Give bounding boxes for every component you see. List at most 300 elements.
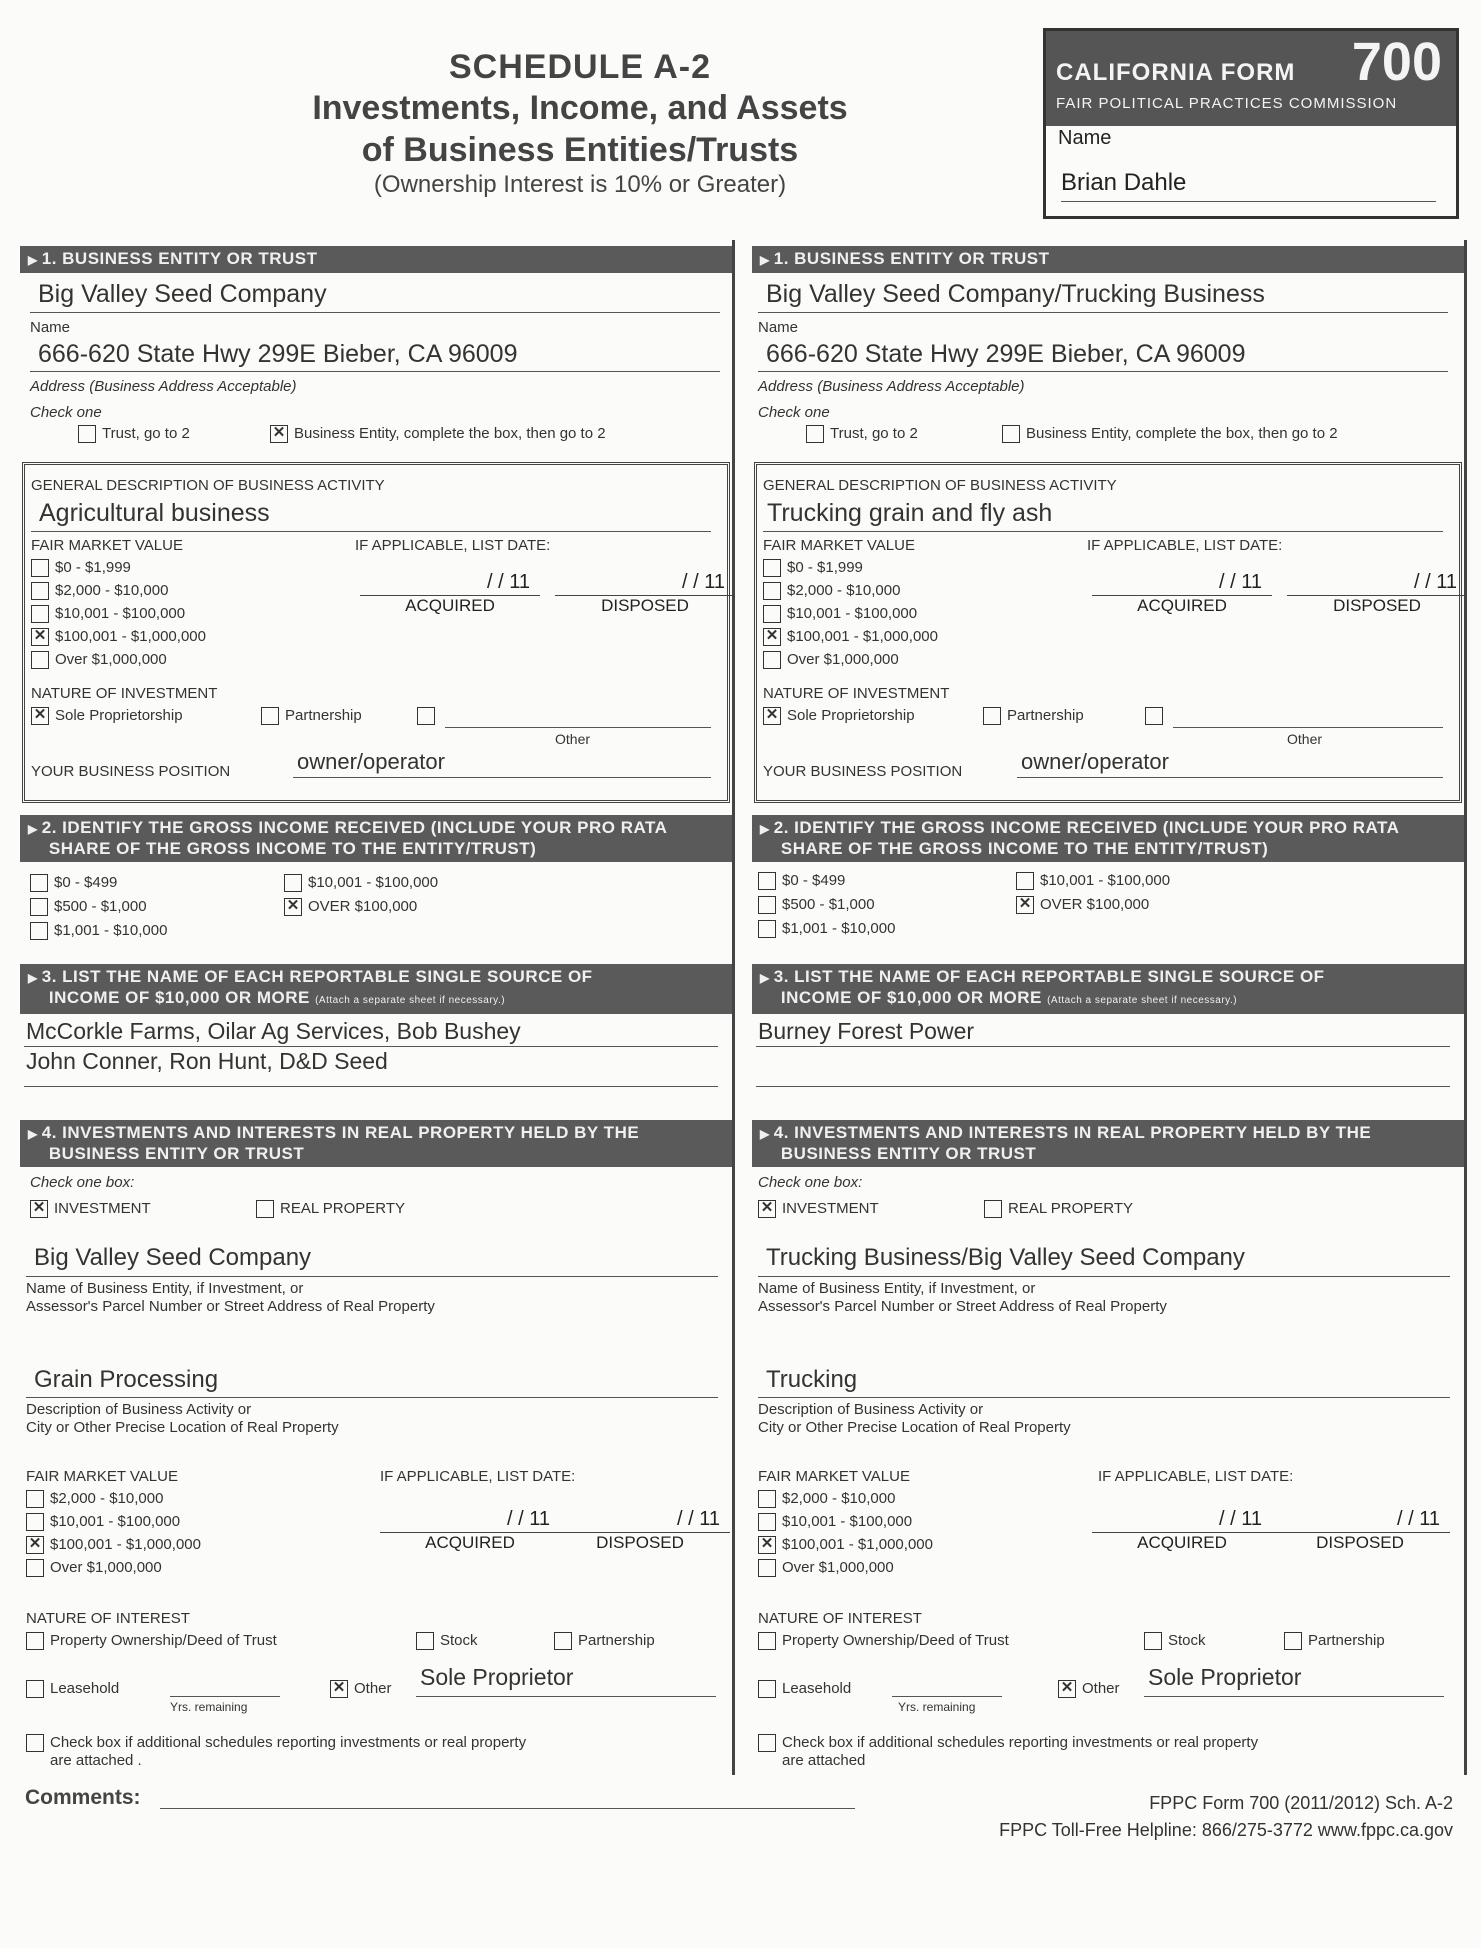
checkbox[interactable] <box>26 1490 44 1508</box>
inv-disposed-date[interactable] <box>550 1508 730 1553</box>
underline <box>31 531 711 532</box>
label-text: Description of Business Activity or <box>26 1401 252 1418</box>
label-text: ACQUIRED <box>405 596 495 615</box>
fmv-option-3[interactable] <box>31 605 185 623</box>
label-text: City or Other Precise Location of Real Property <box>26 1419 339 1436</box>
underline <box>758 1276 1450 1277</box>
checkbox[interactable] <box>758 1490 776 1508</box>
inv-other-option[interactable] <box>330 1680 392 1698</box>
underline <box>763 531 1443 532</box>
acquired-date[interactable] <box>1092 571 1272 616</box>
label-text: 2. IDENTIFY THE GROSS INCOME RECEIVED (INCLUDE YOUR PRO RATA <box>41 818 668 837</box>
footer-info <box>999 1790 1453 1844</box>
additional-schedules-option[interactable] <box>26 1734 526 1770</box>
label-text: ▶ <box>760 253 770 267</box>
inv-list-date-label: IF APPLICABLE, LIST DATE: <box>1098 1468 1294 1485</box>
label-text: $2,000 - $10,000 <box>50 1490 164 1507</box>
label-text: Name of Business Entity, if Investment, or <box>758 1280 1036 1297</box>
investment-option[interactable] <box>30 1200 151 1218</box>
list-date-label: IF APPLICABLE, LIST DATE: <box>1087 537 1283 554</box>
label-text: OVER $100,000 <box>1040 896 1150 913</box>
label-text: Assessor's Parcel Number or Street Address of Real Property <box>26 1298 435 1315</box>
partnership-option[interactable] <box>983 707 1084 725</box>
inv-fmv-label: FAIR MARKET VALUE <box>758 1468 910 1485</box>
fmv-option-4[interactable] <box>763 628 938 646</box>
description-value[interactable]: Trucking grain and fly ash <box>767 499 1053 527</box>
label-text: $10,001 - $100,000 <box>50 1513 181 1530</box>
label-text: INVESTMENT <box>54 1200 151 1217</box>
title-block <box>300 48 860 199</box>
checkbox[interactable] <box>758 1680 776 1698</box>
inv-fmv-option-3[interactable] <box>758 1513 912 1531</box>
label-text: ▶ <box>760 822 770 836</box>
label-text: Over $1,000,000 <box>55 651 167 668</box>
fmv-option-1[interactable] <box>31 559 131 577</box>
label-text: / / 11 <box>1270 1508 1450 1533</box>
label-text: SHARE OF THE GROSS INCOME TO THE ENTITY/TRUST) <box>780 839 1269 858</box>
checkbox-checked[interactable]: ✕ <box>1016 896 1034 914</box>
label-text: Partnership <box>1007 707 1084 724</box>
checkbox[interactable] <box>256 1200 274 1218</box>
label-text: $10,001 - $100,000 <box>1040 872 1171 889</box>
form-label: CALIFORNIA FORM <box>1056 59 1296 86</box>
investment-name-value[interactable]: Trucking Business/Big Valley Seed Company <box>766 1244 1245 1271</box>
investment-desc-value[interactable]: Trucking <box>766 1366 858 1393</box>
other-label: Other <box>1287 731 1323 747</box>
name-field-label: Name <box>30 319 71 336</box>
label-text: $500 - $1,000 <box>54 898 147 915</box>
label-text: $100,001 - $1,000,000 <box>787 628 938 645</box>
other-option[interactable] <box>1145 707 1169 725</box>
section-2-header <box>20 815 732 862</box>
underline <box>26 1397 718 1398</box>
real-property-option[interactable] <box>256 1200 405 1218</box>
label-text: $0 - $1,999 <box>55 559 131 576</box>
label-text: INCOME OF $10,000 OR MORE <box>48 988 310 1007</box>
address-field-label: Address (Business Address Acceptable) <box>30 378 297 395</box>
fmv-option-4[interactable] <box>31 628 206 646</box>
investment-name-value[interactable]: Big Valley Seed Company <box>34 1244 312 1271</box>
form-id-box <box>1043 28 1459 219</box>
checkbox[interactable] <box>758 1632 776 1650</box>
underline <box>756 1046 1450 1047</box>
label-text: BUSINESS ENTITY OR TRUST <box>780 1144 1037 1163</box>
form-number: 700 <box>1351 32 1442 92</box>
schedule-title: SCHEDULE A-2 <box>449 48 711 86</box>
label-text: Trust, go to 2 <box>830 425 918 442</box>
inv-acquired-date[interactable] <box>380 1508 560 1553</box>
comments-line[interactable] <box>160 1808 855 1809</box>
inv-other-option[interactable] <box>1058 1680 1120 1698</box>
name-label: Name <box>1058 127 1112 149</box>
checkbox[interactable] <box>30 898 48 916</box>
checkbox[interactable] <box>806 425 824 443</box>
section-3-header <box>752 964 1464 1014</box>
inv-disposed-date[interactable] <box>1270 1508 1450 1553</box>
underline <box>1144 1696 1444 1697</box>
underline <box>30 371 720 372</box>
label-text: Other <box>1082 1680 1120 1697</box>
checkbox[interactable] <box>983 707 1001 725</box>
check-one-box-label: Check one box: <box>758 1174 863 1191</box>
label-text: $500 - $1,000 <box>782 896 875 913</box>
position-value[interactable]: owner/operator <box>1021 749 1169 774</box>
check-one-box-label: Check one box: <box>30 1174 135 1191</box>
label-text: 3. LIST THE NAME OF EACH REPORTABLE SINGLE SOURCE OF <box>773 967 1325 986</box>
checkbox[interactable] <box>1284 1632 1302 1650</box>
address-value[interactable]: 666-620 State Hwy 299E Bieber, CA 96009 <box>38 340 518 368</box>
disposed-date[interactable] <box>555 571 735 616</box>
inv-partnership-option[interactable] <box>1284 1632 1385 1650</box>
sole-prop-option[interactable] <box>763 707 915 725</box>
entity-name-value[interactable]: Big Valley Seed Company/Trucking Business <box>766 280 1265 308</box>
checkbox[interactable] <box>1145 707 1163 725</box>
section-2-header <box>752 815 1464 862</box>
investment-desc-label <box>758 1401 1071 1437</box>
checkbox[interactable] <box>1016 872 1034 890</box>
fmv-option-2[interactable] <box>31 582 168 600</box>
fmv-option-2[interactable] <box>763 582 900 600</box>
underline <box>416 1696 716 1697</box>
label-text: Stock <box>440 1632 478 1649</box>
check-one-label: Check one <box>30 404 102 421</box>
checkbox-checked[interactable]: ✕ <box>330 1680 348 1698</box>
label-text: Leasehold <box>782 1680 852 1697</box>
section-1-header <box>20 246 732 273</box>
business-entity-option[interactable] <box>1002 425 1338 443</box>
yrs-remaining-label: Yrs. remaining <box>170 1700 248 1714</box>
checkbox[interactable] <box>763 582 781 600</box>
subtitle: (Ownership Interest is 10% or Greater) <box>373 171 787 198</box>
label-text: $2,000 - $10,000 <box>55 582 169 599</box>
checkbox[interactable] <box>26 1632 44 1650</box>
label-text: / / 11 <box>550 1508 730 1533</box>
yrs-remaining-label: Yrs. remaining <box>898 1700 976 1714</box>
checkbox[interactable] <box>763 651 781 669</box>
income-option-1[interactable] <box>758 872 845 890</box>
label-text: BUSINESS ENTITY OR TRUST <box>48 1144 305 1163</box>
checkbox[interactable] <box>31 605 49 623</box>
underline <box>26 1276 718 1277</box>
inv-fmv-option-3[interactable] <box>26 1513 180 1531</box>
other-interest-value[interactable]: Sole Proprietor <box>420 1664 574 1690</box>
description-value[interactable]: Agricultural business <box>39 499 270 527</box>
checkbox[interactable] <box>763 559 781 577</box>
label-text: $100,001 - $1,000,000 <box>55 628 206 645</box>
checkbox[interactable] <box>554 1632 572 1650</box>
label-text: Assessor's Parcel Number or Street Address of Real Property <box>758 1298 1167 1315</box>
nature-interest-label: NATURE OF INTEREST <box>758 1610 922 1627</box>
business-activity-box <box>22 462 730 803</box>
position-value[interactable]: owner/operator <box>297 749 445 774</box>
commission-label: FAIR POLITICAL PRACTICES COMMISSION <box>1056 95 1398 112</box>
label-text: (Attach a separate sheet if necessary.) <box>1047 995 1238 1006</box>
label-text: Property Ownership/Deed of Trust <box>782 1632 1009 1649</box>
label-text: DISPOSED <box>601 596 689 615</box>
section-4-header <box>20 1120 732 1167</box>
label-text: / / 11 <box>380 1508 560 1533</box>
label-text: Other <box>354 1680 392 1697</box>
label-text: $10,001 - $100,000 <box>787 605 918 622</box>
label-text: $1,001 - $10,000 <box>782 920 896 937</box>
checkbox-checked[interactable]: ✕ <box>284 898 302 916</box>
form-band <box>1046 31 1456 126</box>
label-text: $100,001 - $1,000,000 <box>50 1536 201 1553</box>
inv-fmv-option-5[interactable] <box>26 1559 162 1577</box>
checkbox[interactable] <box>284 874 302 892</box>
inv-fmv-option-2[interactable] <box>758 1490 895 1508</box>
stock-option[interactable] <box>1144 1632 1206 1650</box>
section-3-header <box>20 964 732 1014</box>
label-text: SHARE OF THE GROSS INCOME TO THE ENTITY/TRUST) <box>48 839 537 858</box>
underline <box>1173 727 1443 728</box>
income-sources-line-1[interactable]: McCorkle Farms, Oilar Ag Services, Bob Bushey <box>26 1018 521 1044</box>
label-text: DISPOSED <box>596 1533 684 1552</box>
inv-fmv-option-5[interactable] <box>758 1559 894 1577</box>
label-text: DISPOSED <box>1316 1533 1404 1552</box>
label-text: ▶ <box>28 822 38 836</box>
address-field-label: Address (Business Address Acceptable) <box>758 378 1025 395</box>
prop-own-option[interactable] <box>26 1632 277 1650</box>
income-option-4[interactable] <box>284 874 438 892</box>
income-sources-line-2[interactable]: John Conner, Ron Hunt, D&D Seed <box>26 1048 388 1074</box>
trust-option[interactable] <box>78 425 190 443</box>
nature-investment-label: NATURE OF INVESTMENT <box>763 685 950 702</box>
checkbox[interactable] <box>758 920 776 938</box>
checkbox[interactable] <box>31 651 49 669</box>
underline <box>24 1086 718 1087</box>
inv-list-date-label: IF APPLICABLE, LIST DATE: <box>380 1468 576 1485</box>
label-text: Sole Proprietorship <box>787 707 915 724</box>
label-text: INCOME OF $10,000 OR MORE <box>780 988 1042 1007</box>
checkbox-checked[interactable]: ✕ <box>763 707 781 725</box>
label-text: ▶ <box>760 1127 770 1141</box>
checkbox[interactable] <box>758 1513 776 1531</box>
position-label: YOUR BUSINESS POSITION <box>763 763 963 780</box>
label-text: Business Entity, complete the box, then go to 2 <box>1026 425 1338 442</box>
label-text: ACQUIRED <box>1137 1533 1227 1552</box>
position-label: YOUR BUSINESS POSITION <box>31 763 231 780</box>
checkbox[interactable] <box>758 872 776 890</box>
underline <box>445 727 711 728</box>
label-text: ▶ <box>28 971 38 985</box>
income-option-2[interactable] <box>758 896 875 914</box>
stock-option[interactable] <box>416 1632 478 1650</box>
other-label: Other <box>555 731 591 747</box>
business-activity-box <box>754 462 1462 803</box>
gen-desc-label: GENERAL DESCRIPTION OF BUSINESS ACTIVITY <box>31 477 385 494</box>
other-option[interactable] <box>417 707 441 725</box>
label-text: 3. LIST THE NAME OF EACH REPORTABLE SINGLE SOURCE OF <box>41 967 593 986</box>
income-option-4[interactable] <box>1016 872 1170 890</box>
checkbox-checked[interactable]: ✕ <box>30 1200 48 1218</box>
label-text: 4. INVESTMENTS AND INTERESTS IN REAL PROPERTY HELD BY THE <box>773 1123 1372 1142</box>
checkbox[interactable] <box>26 1734 44 1752</box>
name-field-label: Name <box>758 319 799 336</box>
checkbox[interactable] <box>30 922 48 940</box>
check-one-label: Check one <box>758 404 830 421</box>
disposed-date[interactable] <box>1287 571 1467 616</box>
label-text: $2,000 - $10,000 <box>782 1490 896 1507</box>
label-text: Over $1,000,000 <box>782 1559 894 1576</box>
fmv-option-3[interactable] <box>763 605 917 623</box>
helpline: FPPC Toll-Free Helpline: 866/275-3772 www.fppc.ca.gov <box>999 1820 1453 1840</box>
fmv-option-5[interactable] <box>31 651 167 669</box>
label-text: $0 - $499 <box>782 872 846 889</box>
filer-name[interactable]: Brian Dahle <box>1061 169 1436 202</box>
fmv-label: FAIR MARKET VALUE <box>763 537 915 554</box>
right-column <box>752 240 1467 1775</box>
underline <box>30 312 720 313</box>
entity-name-value[interactable]: Big Valley Seed Company <box>38 280 327 308</box>
label-text: $10,001 - $100,000 <box>308 874 439 891</box>
label-text: are attached <box>782 1752 866 1769</box>
trust-option[interactable] <box>806 425 918 443</box>
checkbox[interactable] <box>758 896 776 914</box>
label-text: / / 11 <box>1092 571 1272 596</box>
underline <box>758 371 1448 372</box>
investment-desc-value[interactable]: Grain Processing <box>34 1366 219 1393</box>
real-property-option[interactable] <box>984 1200 1133 1218</box>
label-text: Partnership <box>578 1632 655 1649</box>
checkbox[interactable] <box>758 1559 776 1577</box>
acquired-date[interactable] <box>360 571 540 616</box>
income-option-1[interactable] <box>30 874 117 892</box>
address-value[interactable]: 666-620 State Hwy 299E Bieber, CA 96009 <box>766 340 1246 368</box>
income-option-3[interactable] <box>758 920 895 938</box>
checkbox[interactable] <box>1144 1632 1162 1650</box>
underline <box>1017 777 1443 778</box>
underline <box>892 1696 1002 1697</box>
income-option-2[interactable] <box>30 898 147 916</box>
checkbox[interactable] <box>78 425 96 443</box>
label-text: ▶ <box>28 253 38 267</box>
investment-name-label <box>26 1280 435 1316</box>
checkbox-checked[interactable]: ✕ <box>31 628 49 646</box>
label-text: 4. INVESTMENTS AND INTERESTS IN REAL PROPERTY HELD BY THE <box>41 1123 640 1142</box>
checkbox[interactable] <box>261 707 279 725</box>
fmv-option-1[interactable] <box>763 559 863 577</box>
checkbox[interactable] <box>30 874 48 892</box>
label-text <box>782 1734 1258 1770</box>
label-text: Sole Proprietorship <box>55 707 183 724</box>
sole-prop-option[interactable] <box>31 707 183 725</box>
label-text: 1. BUSINESS ENTITY OR TRUST <box>773 249 1050 268</box>
inv-fmv-option-4[interactable] <box>758 1536 933 1554</box>
label-text: 1. BUSINESS ENTITY OR TRUST <box>41 249 318 268</box>
label-text <box>50 1734 526 1770</box>
checkbox[interactable] <box>763 605 781 623</box>
business-entity-option[interactable] <box>270 425 606 443</box>
additional-schedules-option[interactable] <box>758 1734 1258 1770</box>
checkbox[interactable] <box>26 1513 44 1531</box>
label-text: / / 11 <box>1287 571 1467 596</box>
underline <box>758 1397 1450 1398</box>
leasehold-option[interactable] <box>758 1680 851 1698</box>
inv-fmv-option-4[interactable] <box>26 1536 201 1554</box>
underline <box>170 1696 280 1697</box>
underline <box>756 1086 1450 1087</box>
label-text: Check box if additional schedules reporting investments or real property <box>50 1734 527 1751</box>
nature-interest-label: NATURE OF INTEREST <box>26 1610 190 1627</box>
list-date-label: IF APPLICABLE, LIST DATE: <box>355 537 551 554</box>
fmv-label: FAIR MARKET VALUE <box>31 537 183 554</box>
form-reference: FPPC Form 700 (2011/2012) Sch. A-2 <box>1149 1793 1453 1813</box>
income-option-3[interactable] <box>30 922 167 940</box>
checkbox-checked[interactable]: ✕ <box>26 1536 44 1554</box>
label-text: Trust, go to 2 <box>102 425 190 442</box>
section-4-header <box>752 1120 1464 1167</box>
checkbox-checked[interactable]: ✕ <box>31 707 49 725</box>
inv-fmv-option-2[interactable] <box>26 1490 163 1508</box>
label-text: Leasehold <box>50 1680 120 1697</box>
label-text: Business Entity, complete the box, then go to 2 <box>294 425 606 442</box>
checkbox-checked[interactable]: ✕ <box>758 1536 776 1554</box>
checkbox[interactable] <box>26 1680 44 1698</box>
checkbox[interactable] <box>416 1632 434 1650</box>
checkbox[interactable] <box>984 1200 1002 1218</box>
inv-acquired-date[interactable] <box>1092 1508 1272 1553</box>
label-text: ACQUIRED <box>425 1533 515 1552</box>
checkbox[interactable] <box>758 1734 776 1752</box>
label-text: ACQUIRED <box>1137 596 1227 615</box>
label-text: Over $1,000,000 <box>50 1559 162 1576</box>
income-option-5[interactable] <box>284 898 417 916</box>
label-text: are attached . <box>50 1752 142 1769</box>
checkbox-checked[interactable]: ✕ <box>763 628 781 646</box>
label-text: / / 11 <box>1092 1508 1272 1533</box>
checkbox[interactable] <box>26 1559 44 1577</box>
checkbox-checked[interactable]: ✕ <box>758 1200 776 1218</box>
checkbox[interactable] <box>31 559 49 577</box>
label-text: ▶ <box>760 971 770 985</box>
underline <box>293 777 711 778</box>
checkbox-checked[interactable]: ✕ <box>270 425 288 443</box>
label-text: City or Other Precise Location of Real Property <box>758 1419 1071 1436</box>
inv-partnership-option[interactable] <box>554 1632 655 1650</box>
label-text: ▶ <box>28 1127 38 1141</box>
income-sources-line-1[interactable]: Burney Forest Power <box>758 1018 975 1044</box>
prop-own-option[interactable] <box>758 1632 1009 1650</box>
label-text: Over $1,000,000 <box>787 651 899 668</box>
nature-investment-label: NATURE OF INVESTMENT <box>31 685 218 702</box>
investment-desc-label <box>26 1401 339 1437</box>
checkbox[interactable] <box>417 707 435 725</box>
label-text: DISPOSED <box>1333 596 1421 615</box>
checkbox-checked[interactable]: ✕ <box>1058 1680 1076 1698</box>
inv-fmv-label: FAIR MARKET VALUE <box>26 1468 178 1485</box>
fmv-option-5[interactable] <box>763 651 899 669</box>
investment-option[interactable] <box>758 1200 879 1218</box>
income-option-5[interactable] <box>1016 896 1149 914</box>
left-column <box>20 240 735 1775</box>
checkbox[interactable] <box>1002 425 1020 443</box>
leasehold-option[interactable] <box>26 1680 119 1698</box>
label-text: $1,001 - $10,000 <box>54 922 168 939</box>
label-text: $0 - $499 <box>54 874 118 891</box>
label-text: REAL PROPERTY <box>1008 1200 1134 1217</box>
label-text: 2. IDENTIFY THE GROSS INCOME RECEIVED (INCLUDE YOUR PRO RATA <box>773 818 1400 837</box>
label-text: INVESTMENT <box>782 1200 879 1217</box>
label-text: Property Ownership/Deed of Trust <box>50 1632 277 1649</box>
label-text: Name of Business Entity, if Investment, or <box>26 1280 304 1297</box>
partnership-option[interactable] <box>261 707 362 725</box>
checkbox[interactable] <box>31 582 49 600</box>
label-text: $2,000 - $10,000 <box>787 582 901 599</box>
label-text: $0 - $1,999 <box>787 559 863 576</box>
section-1-header <box>752 246 1464 273</box>
other-interest-value[interactable]: Sole Proprietor <box>1148 1664 1302 1690</box>
